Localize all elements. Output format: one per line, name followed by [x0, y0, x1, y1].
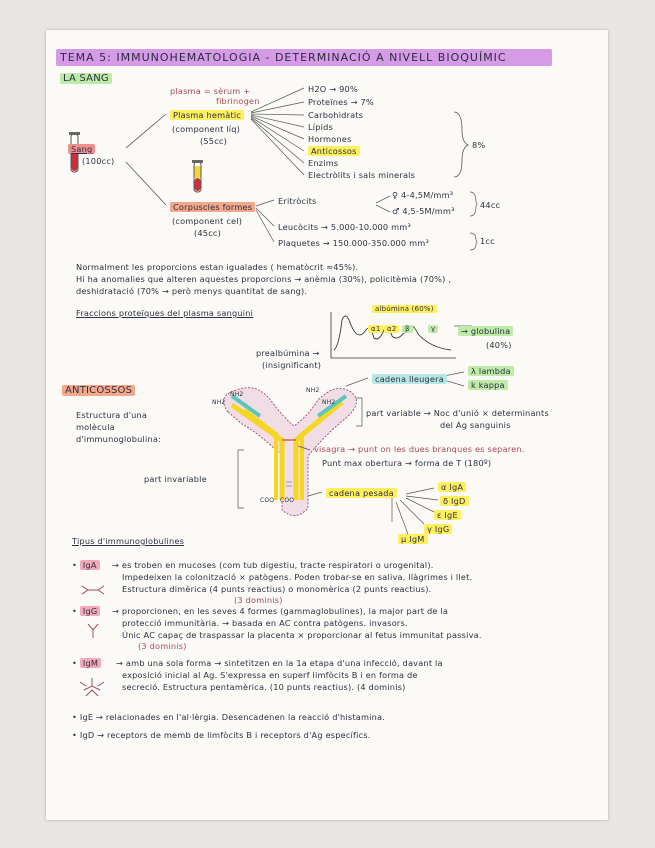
- iga-line-1: → es troben en mucoses (com tub digestiu, tracte respiratori o urogenital).: [112, 560, 434, 570]
- igm-tag: • IgM: [72, 658, 101, 668]
- section-heading-sang: LA SANG: [60, 74, 112, 84]
- cadena-pesada-label: cadena pesada: [326, 488, 397, 498]
- nh2-label-4: NH2: [322, 399, 336, 406]
- alpha1-label: α1: [368, 324, 383, 334]
- component-2: Carbohidrats: [308, 110, 364, 120]
- iga-line-3: Estructura dimèrica (4 punts reactius) o monomèrica (2 punts reactius).: [122, 584, 432, 594]
- electrophoresis-graph: [331, 312, 472, 358]
- part-variable-label: part variable → Noc d'unió × determinants: [366, 408, 549, 418]
- note-3: deshidratació (70% → però menys quantitat de sang).: [76, 286, 308, 296]
- component-1: Proteïnes → 7%: [308, 97, 374, 107]
- visagra-label-2: Punt max obertura → forma de T (180º): [322, 458, 492, 468]
- plasma-volume: (55cc): [200, 136, 228, 146]
- corpuscles-component: (component cel): [172, 216, 243, 226]
- component-4: Hormones: [308, 134, 352, 144]
- eritrocits-female: ♀ 4-4,5M/mm³: [392, 190, 454, 200]
- beta-label: β: [402, 324, 413, 334]
- ige-line: • IgE → relacionades en l'al·lèrgia. Desencadenen la reacció d'histamina.: [72, 712, 386, 722]
- prealbumina-note: (insignificant): [262, 360, 322, 370]
- plasma-label: Plasma hemàtic: [170, 110, 244, 120]
- component-6: Enzims: [308, 158, 339, 168]
- notebook-page: [46, 30, 608, 820]
- anticossos-heading: ANTICOSSOS: [62, 386, 135, 396]
- plasma-component: (component líq): [172, 124, 241, 134]
- part-variable-label-2: del Ag sanguinis: [440, 420, 511, 430]
- gamma-label: γ: [428, 324, 438, 334]
- corpuscles-volume: (45cc): [194, 228, 222, 238]
- heavy-chain-igm: μ IgM: [398, 534, 428, 544]
- igg-line-2: protecció immunitària. → basada en AC contra patògens. invasors.: [122, 618, 408, 628]
- nh2-label-2: NH2: [230, 391, 244, 398]
- note-2: Hi ha anomalies que alteren aquestes proporcions → anèmia (30%), policitèmia (70%) ,: [76, 274, 452, 284]
- globulina-label: → globulina: [458, 326, 513, 336]
- lambda-label: λ lambda: [468, 366, 514, 376]
- iga-dimer-icon: [82, 586, 104, 594]
- igm-pentamer-icon: [80, 678, 104, 696]
- component-3: Lípids: [308, 122, 333, 132]
- fraccions-heading: Fraccions proteïques del plasma sanguini: [76, 308, 254, 318]
- alpha2-label: α2: [384, 324, 399, 334]
- nh2-label-3: NH2: [306, 387, 320, 394]
- heavy-chain-igd: δ IgD: [440, 496, 469, 506]
- iga-line-2: Impedeixen la colonització × patògens. Poden trobar-se en saliva, llàgrimes i llet.: [122, 572, 473, 582]
- igg-line-3: Únic AC capaç de traspassar la placenta × proporcionar al fetus immunitat passiva.: [122, 630, 482, 640]
- leucocits-volume: 1cc: [480, 236, 495, 246]
- igd-line: • IgD → receptors de memb de limfòcits B i receptors d'Ag específics.: [72, 730, 371, 740]
- iga-tag: • IgA: [72, 560, 100, 570]
- visagra-label: visagra → punt on les dues branques es separen.: [314, 444, 525, 454]
- tipus-heading: Tipus d'immunoglobulines: [72, 536, 185, 546]
- plasma-definition: plasma = sèrum +: [170, 86, 251, 96]
- globulina-percent: (40%): [486, 340, 512, 350]
- albumina-label: albúmina (60%): [372, 304, 437, 314]
- igg-monomer-icon: [88, 624, 98, 638]
- nh2-label-1: NH2: [212, 399, 226, 406]
- kappa-label: k kappa: [468, 380, 508, 390]
- test-tube-separated-icon: [192, 160, 203, 192]
- plasma-definition-2: fibrinogen: [216, 96, 260, 106]
- eritrocits-male: ♂ 4,5-5M/mm³: [392, 206, 455, 216]
- anticossos-desc-1: Estructura d'una: [76, 410, 148, 420]
- component-0: H2O → 90%: [308, 84, 358, 94]
- page-title: TEMA 5: IMMUNOHEMATOLOGIA - DETERMINACIÓ A NIVELL BIOQUÍMIC: [56, 49, 552, 66]
- iga-line-4: (3 dominis): [234, 595, 283, 605]
- cadena-lleugera-label: cadena lleugera: [372, 374, 447, 384]
- sang-label: Sang: [68, 144, 95, 154]
- heavy-chain-igg: γ IgG: [424, 524, 452, 534]
- igm-line-1: → amb una sola forma → sintetitzen en la 1a etapa d'una infecció, davant la: [116, 658, 443, 668]
- percent-8: 8%: [472, 140, 486, 150]
- igm-line-2: exposició inicial al Ag. S'expressa en superf limfòcits B i en forma de: [122, 670, 418, 680]
- eritrocits-label: Eritròcits: [278, 196, 317, 206]
- plaquetes-label: Plaquetes → 150.000-350.000 mm³: [278, 238, 429, 248]
- sang-volume: (100cc): [82, 156, 115, 166]
- anticossos-desc-2: molècula: [76, 422, 115, 432]
- corpuscles-label: Corpuscles formes: [170, 202, 255, 212]
- note-1: Normalment les proporcions estan igualades ( hematòcrit ≈45%).: [76, 262, 359, 272]
- igg-tag: • IgG: [72, 606, 100, 616]
- component-5: Anticossos: [308, 146, 360, 156]
- leucocits-label: Leucòcits → 5.000-10.000 mm³: [278, 222, 411, 232]
- component-7: Electròlits i sals minerals: [308, 170, 416, 180]
- igm-line-3: secreció. Estructura pentamèrica. (10 punts reactius). (4 dominis): [122, 682, 406, 692]
- heavy-chain-iga: α IgA: [438, 482, 466, 492]
- coo-label-2: COO: [280, 497, 295, 504]
- coo-label-1: COO: [260, 497, 275, 504]
- igg-line-1: → proporcionen, en les seves 4 formes (gammaglobulines), la major part de la: [112, 606, 449, 616]
- eritrocits-volume: 44cc: [480, 200, 501, 210]
- prealbumina-label: prealbúmina →: [256, 348, 320, 358]
- heavy-chain-ige: ε IgE: [434, 510, 461, 520]
- anticossos-desc-3: d'immunoglobulina:: [76, 434, 162, 444]
- part-invariable-label: part invariable: [144, 474, 207, 484]
- igg-line-4: (3 dominis): [138, 641, 187, 651]
